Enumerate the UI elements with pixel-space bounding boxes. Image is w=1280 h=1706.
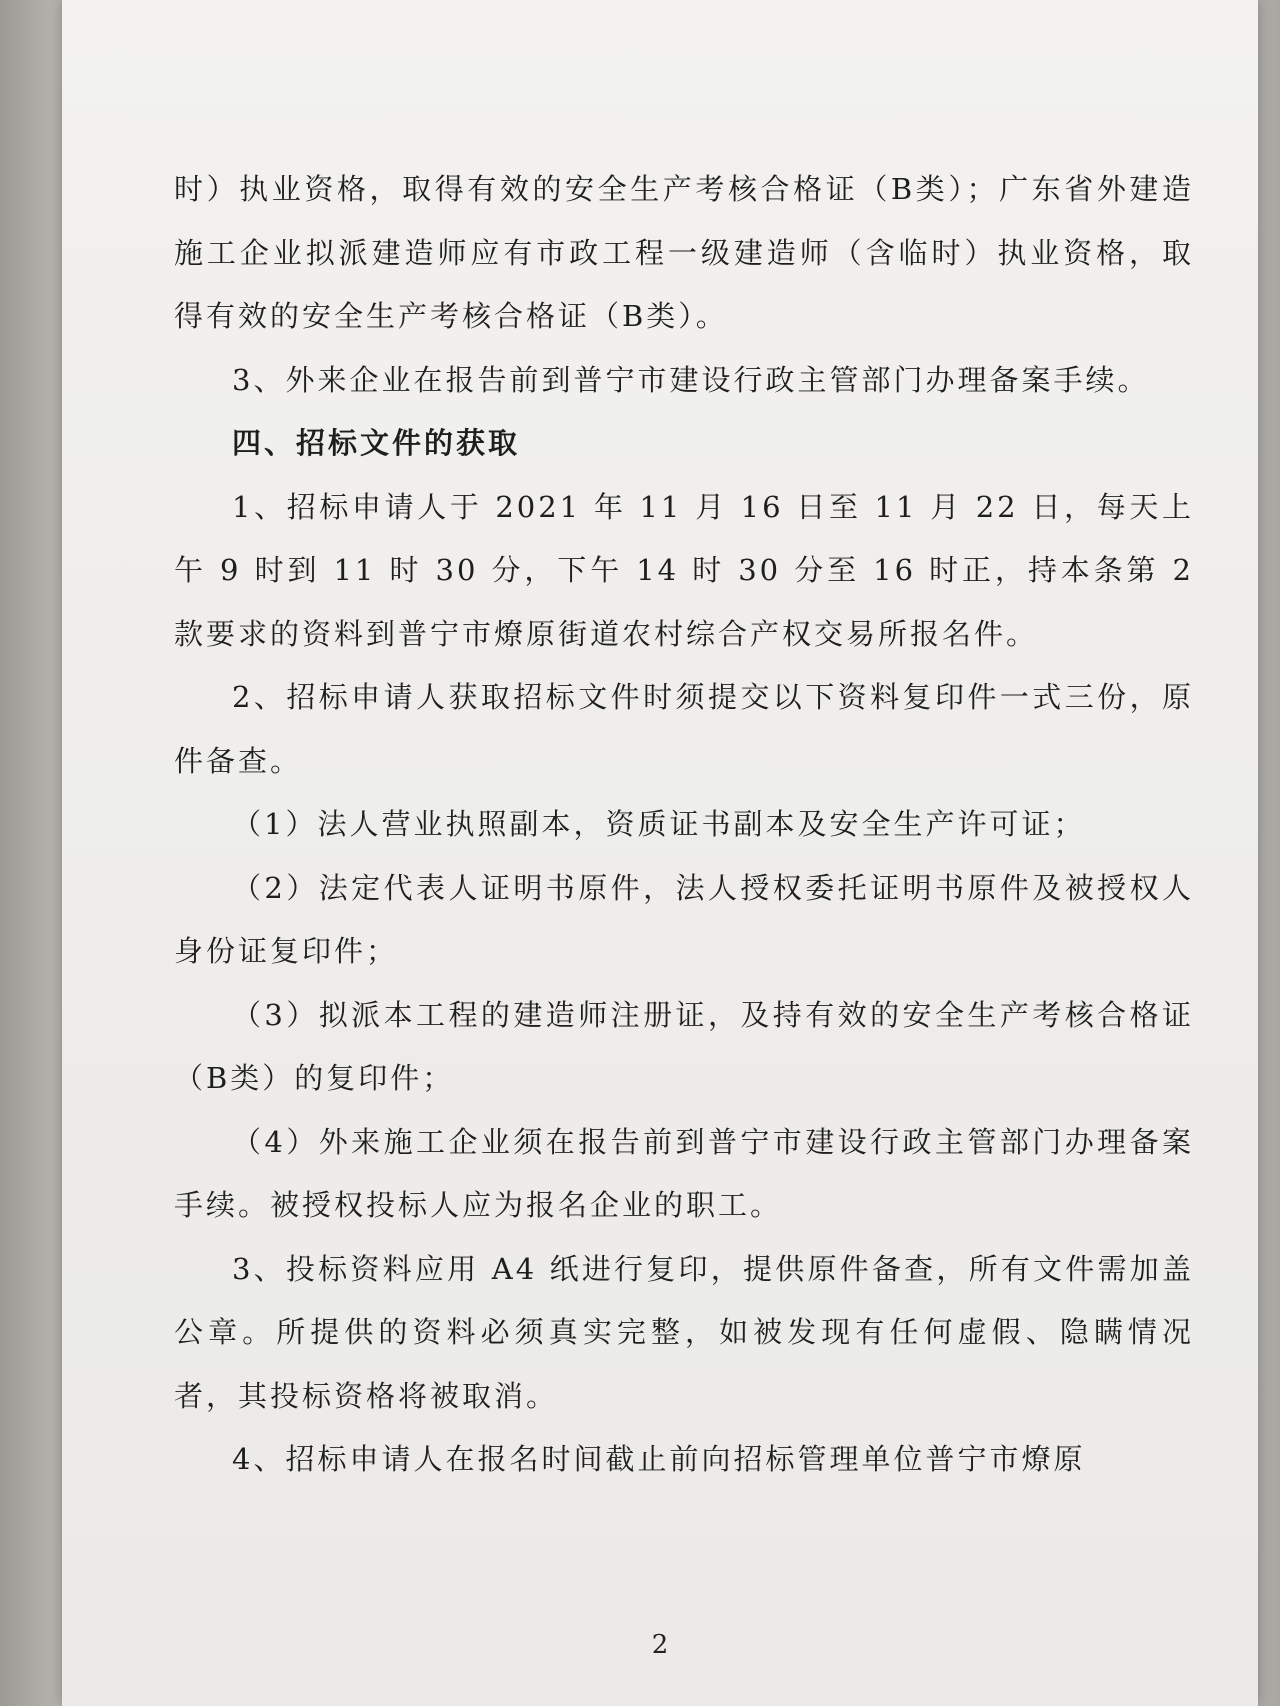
paragraph-subitem-3: （3）拟派本工程的建造师注册证，及持有效的安全生产考核合格证（B类）的复印件； <box>174 997 1194 1095</box>
paragraph-item-3-filing: 3、外来企业在报告前到普宁市建设行政主管部门办理备案手续。 <box>232 362 1150 397</box>
paragraph-subitem-2: （2）法定代表人证明书原件，法人授权委托证明书原件及被授权人身份证复印件； <box>174 870 1194 968</box>
paragraph-continued-qualification: 时）执业资格，取得有效的安全生产考核合格证（B类）；广东省外建造施工企业拟派建造师应有市政工程一级建造师（含临时）执业资格，取得有效的安全生产考核合格证（B类）。 <box>174 172 1194 333</box>
paragraph-subitem-4: （4）外来施工企业须在报告前到普宁市建设行政主管部门办理备案手续。被授权投标人应为报名企业的职工。 <box>174 1124 1194 1222</box>
page-number: 2 <box>651 1630 669 1660</box>
section-heading-4: 四、招标文件的获取 <box>232 426 521 460</box>
paragraph-item-1-dates: 1、招标申请人于 2021 年 11 月 16 日至 11 月 22 日，每天上午 9 时到 11 时 30 分，下午 14 时 30 分至 16 时正，持本条第 2 款要求的资料到普宁市燎原街道农村综合产权交易所报名件。 <box>174 489 1194 651</box>
document-page <box>62 0 1258 1706</box>
paragraph-item-3-copies: 3、投标资料应用 A4 纸进行复印，提供原件备查，所有文件需加盖公章。所提供的资料必须真实完整，如被发现有任何虚假、隐瞒情况者，其投标资格将被取消。 <box>174 1251 1194 1413</box>
paragraph-subitem-1: （1）法人营业执照副本，资质证书副本及安全生产许可证； <box>232 807 1086 841</box>
document-body <box>174 158 1194 1492</box>
paragraph-item-2-documents: 2、招标申请人获取招标文件时须提交以下资料复印件一式三份，原件备查。 <box>174 680 1194 778</box>
paragraph-item-4-truncated: 4、招标申请人在报名时间截止前向招标管理单位普宁市燎原 <box>232 1442 1086 1476</box>
